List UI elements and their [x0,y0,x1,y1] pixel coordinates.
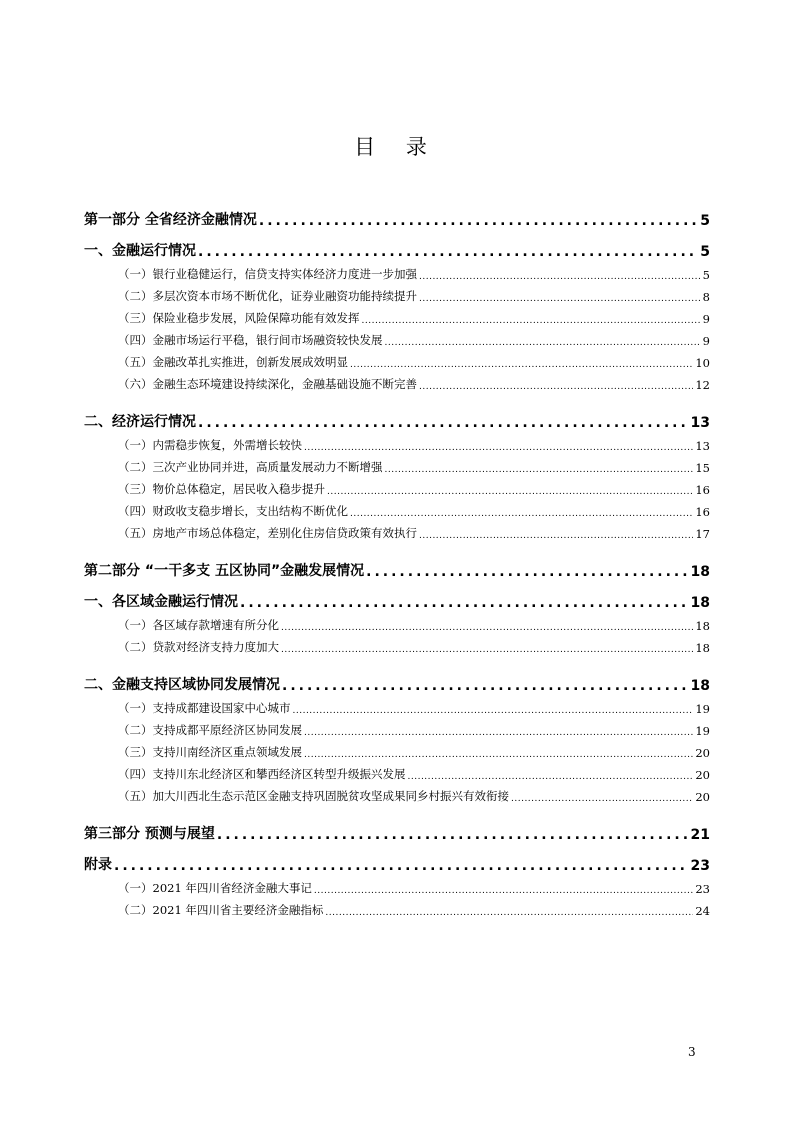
toc-leader-dots [240,595,689,611]
toc-entry-page: 8 [702,290,710,304]
toc-entry-page: 21 [690,827,710,843]
toc-entry-label: （一）各区域存款增速有所分化 [118,618,279,632]
toc-entry-label: 附录 [84,857,112,873]
toc-entry-label: 二、金融支持区域协同发展情况 [84,677,280,693]
toc-entry-page: 23 [690,858,710,874]
toc-leader-dots [304,443,693,453]
toc-entry-label: （五）金融改革扎实推进，创新发展成效明显 [118,355,348,369]
toc-entry-label: （六）金融生态环境建设持续深化，金融基础设施不断完善 [118,377,417,391]
toc-subsection-entry[interactable] [84,431,710,453]
toc-entry-page: 5 [700,213,710,229]
page-number: 3 [688,1045,696,1059]
toc-entry-label: （二）2021 年四川省主要经济金融指标 [118,903,324,917]
toc-entry-label: 第一部分 全省经济金融情况 [84,212,257,228]
toc-leader-dots [419,382,693,392]
toc-subsection-entry[interactable] [84,348,710,370]
toc-leader-dots [385,338,701,348]
toc-entry-page: 13 [695,439,710,453]
toc-entry-label: （一）银行业稳健运行，信贷支持实体经济力度进一步加强 [118,267,417,281]
toc-entry-page: 18 [690,595,710,611]
toc-leader-dots [293,706,694,716]
toc-entry-page: 19 [695,724,710,738]
toc-entry-label: 第二部分 “一干多支 五区协同”金融发展情况 [84,563,365,579]
toc-leader-dots [314,886,693,896]
toc-leader-dots [304,750,693,760]
toc-entry-label: （五）加大川西北生态示范区金融支持巩固脱贫攻坚成果同乡村振兴有效衔接 [118,789,509,803]
toc-entry-page: 24 [695,904,710,918]
toc-section-entry[interactable] [84,400,710,431]
toc-leader-dots [217,827,689,843]
toc-leader-dots [281,623,693,633]
toc-entry-label: （二）支持成都平原经济区协同发展 [118,723,302,737]
toc-entry-page: 17 [695,527,710,541]
toc-leader-dots [259,213,698,229]
toc-leader-dots [282,678,689,694]
toc-entry-page: 18 [690,564,710,580]
toc-subsection-entry[interactable] [84,453,710,475]
toc-leader-dots [419,272,701,282]
toc-leader-dots [198,244,698,260]
toc-section-entry[interactable] [84,549,710,580]
toc-entry-label: （三）支持川南经济区重点领域发展 [118,745,302,759]
toc-subsection-entry[interactable] [84,874,710,896]
toc-entry-page: 20 [695,790,710,804]
toc-subsection-entry[interactable] [84,694,710,716]
toc-entry-page: 5 [702,268,710,282]
toc-entry-page: 20 [695,746,710,760]
toc-leader-dots [366,564,688,580]
toc-leader-dots [419,531,693,541]
toc-entry-page: 15 [695,461,710,475]
toc-subsection-entry[interactable] [84,760,710,782]
toc-entry-page: 9 [702,334,710,348]
toc-entry-label: 一、各区域金融运行情况 [84,594,238,610]
toc-entry-label: （二）贷款对经济支持力度加大 [118,640,279,654]
toc-entry-page: 10 [695,356,710,370]
toc-entry-label: （一）支持成都建设国家中心城市 [118,701,291,715]
toc-entry-page: 12 [695,378,710,392]
toc-entry-page: 18 [695,619,710,633]
toc-section-entry[interactable] [84,198,710,229]
toc-leader-dots [350,509,693,519]
toc-entry-label: 第三部分 预测与展望 [84,826,215,842]
toc-subsection-entry[interactable] [84,475,710,497]
toc-entry-page: 9 [702,312,710,326]
toc-entry-page: 20 [695,768,710,782]
toc-section-entry[interactable] [84,843,710,874]
toc-subsection-entry[interactable] [84,896,710,918]
toc-subsection-entry[interactable] [84,633,710,655]
toc-leader-dots [511,794,693,804]
toc-subsection-entry[interactable] [84,782,710,804]
toc-subsection-entry[interactable] [84,611,710,633]
toc-entry-page: 5 [700,244,710,260]
toc-leader-dots [327,487,693,497]
toc-section-entry[interactable] [84,663,710,694]
toc-entry-page: 16 [695,483,710,497]
toc-entry-label: （一）2021 年四川省经济金融大事记 [118,881,312,895]
toc-entry-label: （一）内需稳步恢复，外需增长较快 [118,438,302,452]
toc-entry-page: 23 [695,882,710,896]
toc-entry-label: 二、经济运行情况 [84,414,196,430]
toc-subsection-entry[interactable] [84,304,710,326]
toc-section-entry[interactable] [84,812,710,843]
toc-leader-dots [114,858,689,874]
toc-entry-label: （四）金融市场运行平稳，银行间市场融资较快发展 [118,333,383,347]
toc-leader-dots [362,316,701,326]
toc-leader-dots [385,465,694,475]
toc-entry-page: 18 [690,678,710,694]
toc-leader-dots [198,415,689,431]
toc-entry-label: （三）保险业稳步发展，风险保障功能有效发挥 [118,311,360,325]
toc-entry-label: （二）多层次资本市场不断优化，证券业融资功能持续提升 [118,289,417,303]
toc-entry-label: 一、金融运行情况 [84,243,196,259]
toc-subsection-entry[interactable] [84,716,710,738]
toc-entry-label: （二）三次产业协同并进，高质量发展动力不断增强 [118,460,383,474]
toc-entry-page: 16 [695,505,710,519]
table-of-contents [84,198,710,918]
toc-leader-dots [350,360,693,370]
toc-subsection-entry[interactable] [84,260,710,282]
toc-entry-label: （五）房地产市场总体稳定，差别化住房信贷政策有效执行 [118,526,417,540]
toc-section-entry[interactable] [84,580,710,611]
toc-entry-label: （四）财政收支稳步增长，支出结构不断优化 [118,504,348,518]
toc-leader-dots [281,645,693,655]
toc-leader-dots [325,908,693,918]
toc-title: 目 录 [354,135,439,159]
toc-entry-label: （三）物价总体稳定，居民收入稳步提升 [118,482,325,496]
toc-leader-dots [408,772,694,782]
toc-entry-label: （四）支持川东北经济区和攀西经济区转型升级振兴发展 [118,767,406,781]
toc-subsection-entry[interactable] [84,370,710,392]
toc-section-entry[interactable] [84,229,710,260]
toc-leader-dots [419,294,701,304]
toc-subsection-entry[interactable] [84,282,710,304]
toc-subsection-entry[interactable] [84,519,710,541]
toc-entry-page: 13 [690,415,710,431]
toc-leader-dots [304,728,693,738]
toc-subsection-entry[interactable] [84,497,710,519]
toc-entry-page: 19 [695,702,710,716]
toc-subsection-entry[interactable] [84,738,710,760]
toc-entry-page: 18 [695,641,710,655]
toc-subsection-entry[interactable] [84,326,710,348]
